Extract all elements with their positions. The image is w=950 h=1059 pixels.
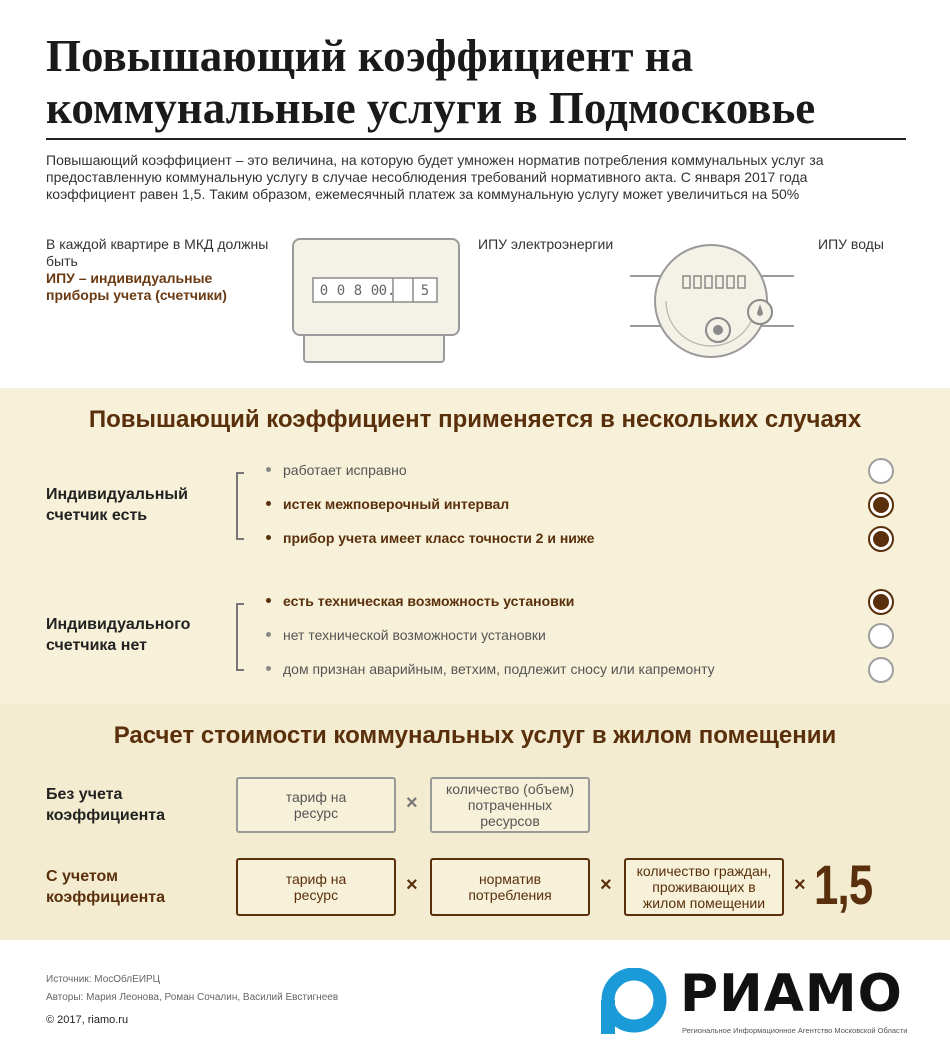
- footer-authors: Авторы: Мария Леонова, Роман Сочалин, Василий Евстигнеев: [46, 992, 339, 1003]
- bullet-dot: [266, 598, 271, 603]
- formula-box-volume: количество (объем) потраченных ресурсов: [430, 777, 590, 833]
- meter-digit: 0: [319, 283, 329, 299]
- electric-meter-icon: [290, 236, 462, 366]
- formula-box-tariff: тариф на ресурс: [236, 777, 396, 833]
- case-indicator-install-possible: [868, 589, 894, 615]
- bullet-dot: [266, 535, 271, 540]
- formula-box-norm: норматив потребления: [430, 858, 590, 916]
- formula-box-tariff-coef: тариф на ресурс: [236, 858, 396, 916]
- multiply-sign: ×: [406, 792, 418, 814]
- bullet-dot: [266, 632, 271, 637]
- footer-source: Источник: МосОблЕИРЦ: [46, 974, 161, 985]
- coefficient-value: 1,5: [814, 853, 873, 916]
- label-electric-meter: ИПУ электроэнергии: [478, 236, 614, 252]
- riamo-logo-icon: [600, 968, 668, 1036]
- meter-digit: 0.: [378, 283, 396, 299]
- multiply-sign: ×: [794, 874, 806, 896]
- case-item-verification-expired: истек межповерочный интервал: [266, 496, 509, 512]
- bullet-dot: [266, 666, 271, 671]
- meter-digit: 5: [420, 283, 430, 299]
- cases-section: [0, 388, 950, 704]
- meter-digit: 0: [370, 283, 380, 299]
- calc-title: Расчет стоимости коммунальных услуг в жилом помещении: [113, 722, 837, 749]
- formula-box-residents: количество граждан, проживающих в жилом помещении: [624, 858, 784, 916]
- footer-copyright: © 2017, riamo.ru: [46, 1014, 129, 1026]
- riamo-logo-word: РИАМО: [680, 964, 903, 1024]
- page-title: [46, 30, 926, 134]
- meter-digit: 8: [353, 283, 363, 299]
- multiply-sign: ×: [600, 874, 612, 896]
- ipu-description: [46, 236, 276, 304]
- case-indicator-accuracy-class: [868, 526, 894, 552]
- label-water-meter: ИПУ воды: [818, 236, 884, 252]
- calc-label-without: Без учета коэффициента: [46, 786, 165, 824]
- case-item-works: работает исправно: [266, 462, 407, 478]
- case-indicator-works: [868, 458, 894, 484]
- cases-title: Повышающий коэффициент применяется в нескольких случаях: [88, 406, 862, 433]
- water-meter-icon: [628, 234, 798, 374]
- case-item-install-impossible: нет технической возможности установки: [266, 627, 546, 643]
- bullet-dot: [266, 467, 271, 472]
- case-indicator-install-impossible: [868, 623, 894, 649]
- case-indicator-verification-expired: [868, 492, 894, 518]
- title-divider: [46, 138, 906, 140]
- calc-label-with: С учетом коэффициента: [46, 868, 165, 906]
- bracket-meter-absent: [236, 603, 244, 671]
- multiply-sign: ×: [406, 874, 418, 896]
- bullet-dot: [266, 501, 271, 506]
- case-item-accuracy-class: прибор учета имеет класс точности 2 и ниже: [266, 530, 594, 546]
- group-label-meter-present: Индивидуальный счетчик есть: [46, 486, 188, 524]
- case-indicator-emergency-house: [868, 657, 894, 683]
- bracket-meter-present: [236, 472, 244, 540]
- riamo-logo-subtitle: Региональное Информационное Агентство Московской Области: [682, 1026, 908, 1035]
- ipu-text: В каждой квартире в МКД должны быть: [46, 236, 269, 269]
- intro-text: Повышающий коэффициент – это величина, на которую будет умножен норматив потребления коммунальных услуг за предоставленную коммунальную услугу в случае несоблюдения требований нормативного акта. С января 2017 года коэффициент равен 1,5. Таким образом, ежемесячный платеж за коммунальную услугу может увеличиться на 50%: [46, 152, 824, 202]
- case-item-install-possible: есть техническая возможность установки: [266, 593, 574, 609]
- title-line-1: Повышающий коэффициент на: [46, 31, 694, 81]
- group-label-meter-absent: Индивидуального счетчика нет: [46, 616, 191, 654]
- case-item-emergency-house: дом признан аварийным, ветхим, подлежит сносу или капремонту: [266, 661, 715, 677]
- title-line-2: коммунальные услуги в Подмосковье: [46, 83, 816, 133]
- meter-digit: 0: [336, 283, 346, 299]
- ipu-strong: ИПУ – индивидуальные приборы учета (счетчики): [46, 270, 227, 303]
